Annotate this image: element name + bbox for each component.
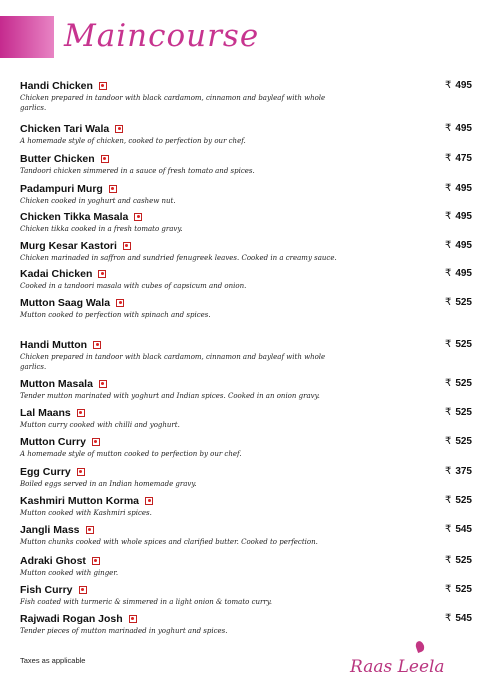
item-price [445, 613, 472, 624]
item-price [445, 436, 472, 447]
price-value: 525 [455, 436, 472, 447]
item-name: Handi Chicken [20, 79, 93, 92]
non-veg-mark-icon [77, 409, 85, 417]
page-title: Maincourse [64, 18, 260, 54]
brand-leaf-icon [414, 640, 425, 653]
menu-item [20, 493, 472, 518]
item-price [445, 584, 472, 595]
non-veg-mark-icon [86, 526, 94, 534]
currency-symbol: ₹ [444, 268, 452, 279]
price-value: 525 [455, 407, 472, 418]
currency-symbol: ₹ [444, 183, 452, 194]
menu-item [20, 405, 472, 430]
item-name: Adraki Ghost [20, 554, 86, 567]
item-name: Jangli Mass [20, 523, 80, 536]
price-value: 525 [455, 555, 472, 566]
item-name: Kashmiri Mutton Korma [20, 494, 140, 507]
menu-item [20, 553, 472, 578]
item-price [445, 495, 472, 506]
item-price [445, 339, 472, 350]
price-value: 525 [455, 378, 472, 389]
non-veg-mark-icon [115, 125, 123, 133]
currency-symbol: ₹ [444, 339, 452, 350]
non-veg-mark-icon [98, 270, 106, 278]
price-value: 495 [455, 80, 472, 91]
item-name: Lal Maans [20, 406, 71, 419]
menu-item [20, 434, 472, 459]
item-price [445, 268, 472, 279]
menu-item [20, 464, 472, 489]
item-price [445, 466, 472, 477]
price-value: 375 [455, 466, 472, 477]
item-name: Murg Kesar Kastori [20, 239, 117, 252]
item-price [445, 123, 472, 134]
currency-symbol: ₹ [444, 524, 452, 535]
price-value: 495 [455, 183, 472, 194]
non-veg-mark-icon [101, 155, 109, 163]
item-description: Chicken prepared in tandoor with black cardamom, cinnamon and bayleaf with whole garlics. [20, 353, 326, 371]
menu-item [20, 376, 472, 401]
item-description: Chicken prepared in tandoor with black cardamom, cinnamon and bayleaf with whole garlics. [20, 94, 326, 112]
price-value: 525 [455, 297, 472, 308]
menu-item [20, 121, 472, 146]
non-veg-mark-icon [92, 438, 100, 446]
item-name: Egg Curry [20, 465, 71, 478]
item-description: Mutton cooked with ginger. [20, 569, 119, 577]
item-name: Mutton Masala [20, 377, 93, 390]
currency-symbol: ₹ [444, 555, 452, 566]
item-name: Chicken Tari Wala [20, 122, 110, 135]
item-price [445, 183, 472, 194]
item-price [445, 297, 472, 308]
currency-symbol: ₹ [444, 80, 452, 91]
item-description: Chicken marinaded in saffron and sundried fenugreek leaves. Cooked in a creamy sauce. [20, 254, 337, 262]
item-description: Tender pieces of mutton marinaded in yoghurt and spices. [20, 627, 228, 635]
non-veg-mark-icon [79, 586, 87, 594]
item-price [445, 524, 472, 535]
item-name: Padampuri Murg [20, 182, 103, 195]
price-value: 545 [455, 613, 472, 624]
menu-item [20, 266, 472, 291]
item-name: Chicken Tikka Masala [20, 210, 129, 223]
menu-item [20, 522, 472, 547]
non-veg-mark-icon [99, 380, 107, 388]
non-veg-mark-icon [123, 242, 131, 250]
item-description: Tandoori chicken simmered in a sauce of fresh tomato and spices. [20, 167, 255, 175]
price-value: 475 [455, 153, 472, 164]
menu-item [20, 238, 472, 263]
item-name: Mutton Curry [20, 435, 86, 448]
item-description: A homemade style of chicken, cooked to perfection by our chef. [20, 137, 246, 145]
non-veg-mark-icon [92, 557, 100, 565]
item-name: Fish Curry [20, 583, 73, 596]
menu-item [20, 295, 472, 320]
currency-symbol: ₹ [444, 240, 452, 251]
currency-symbol: ₹ [444, 436, 452, 447]
item-description: Mutton cooked with Kashmiri spices. [20, 509, 152, 517]
currency-symbol: ₹ [444, 123, 452, 134]
currency-symbol: ₹ [444, 153, 452, 164]
item-name: Mutton Saag Wala [20, 296, 111, 309]
item-description: Boiled eggs served in an Indian homemade gravy. [20, 480, 197, 488]
item-name: Kadai Chicken [20, 267, 93, 280]
non-veg-mark-icon [145, 497, 153, 505]
item-description: Mutton curry cooked with chilli and yoghurt. [20, 421, 180, 429]
price-value: 525 [455, 495, 472, 506]
currency-symbol: ₹ [444, 378, 452, 389]
currency-symbol: ₹ [444, 297, 452, 308]
item-name: Butter Chicken [20, 152, 95, 165]
item-description: Cooked in a tandoori masala with cubes of capsicum and onion. [20, 282, 247, 290]
non-veg-mark-icon [129, 615, 137, 623]
item-description: Mutton cooked to perfection with spinach and spices. [20, 311, 211, 319]
brand-logo: Raas Leela [350, 657, 445, 677]
header-color-band [0, 16, 54, 58]
currency-symbol: ₹ [444, 466, 452, 477]
item-price [445, 153, 472, 164]
currency-symbol: ₹ [444, 407, 452, 418]
menu-item [20, 611, 472, 636]
menu-item [20, 337, 472, 372]
item-price [445, 211, 472, 222]
item-description: Fish coated with turmeric & simmered in a light onion & tomato curry. [20, 598, 272, 606]
menu-item [20, 78, 472, 113]
non-veg-mark-icon [116, 299, 124, 307]
currency-symbol: ₹ [444, 613, 452, 624]
non-veg-mark-icon [134, 213, 142, 221]
item-price [445, 240, 472, 251]
item-description: A homemade style of mutton cooked to perfection by our chef. [20, 450, 242, 458]
item-description: Mutton chunks cooked with whole spices and clarified butter. Cooked to perfection. [20, 538, 318, 546]
non-veg-mark-icon [109, 185, 117, 193]
item-price [445, 378, 472, 389]
item-description: Tender mutton marinated with yoghurt and Indian spices. Cooked in an onion gravy. [20, 392, 320, 400]
item-name: Handi Mutton [20, 338, 88, 351]
item-price [445, 555, 472, 566]
non-veg-mark-icon [93, 341, 101, 349]
menu-item [20, 181, 472, 206]
menu-item [20, 582, 472, 607]
tax-note: Taxes as applicable [20, 656, 86, 665]
non-veg-mark-icon [99, 82, 107, 90]
price-value: 525 [455, 339, 472, 350]
menu-item [20, 209, 472, 234]
price-value: 495 [455, 123, 472, 134]
currency-symbol: ₹ [444, 495, 452, 506]
price-value: 545 [455, 524, 472, 535]
price-value: 495 [455, 268, 472, 279]
menu-item [20, 151, 472, 176]
item-price [445, 407, 472, 418]
item-price [445, 80, 472, 91]
price-value: 495 [455, 240, 472, 251]
price-value: 525 [455, 584, 472, 595]
currency-symbol: ₹ [444, 211, 452, 222]
item-description: Chicken cooked in yoghurt and cashew nut. [20, 197, 176, 205]
item-name: Rajwadi Rogan Josh [20, 612, 123, 625]
currency-symbol: ₹ [444, 584, 452, 595]
item-description: Chicken tikka cooked in a fresh tomato gravy. [20, 225, 183, 233]
non-veg-mark-icon [77, 468, 85, 476]
price-value: 495 [455, 211, 472, 222]
